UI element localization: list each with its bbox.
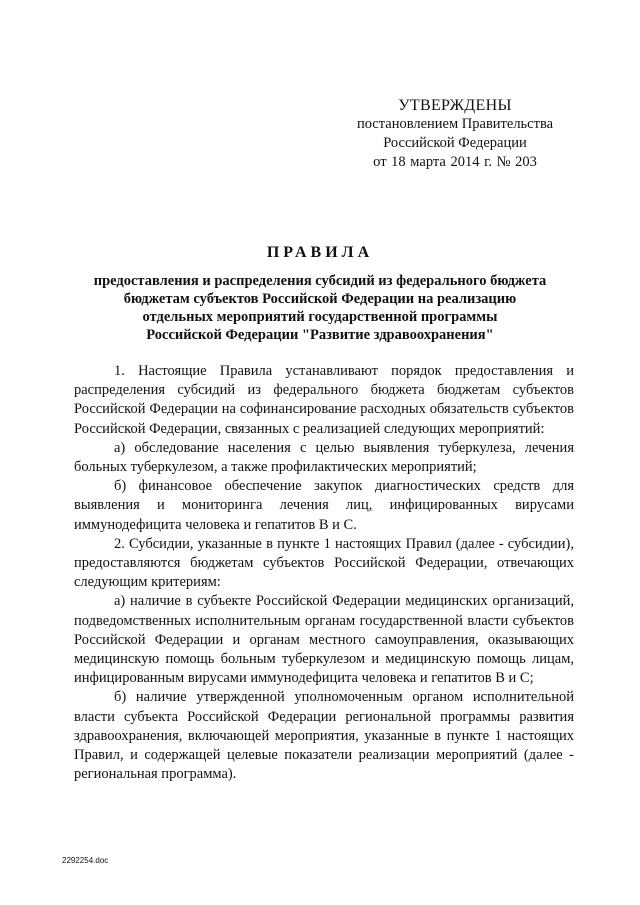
document-title: ПРАВИЛА (266, 244, 374, 261)
approval-heading: УТВЕРЖДЕНЫ (398, 97, 512, 114)
approval-block (340, 97, 570, 172)
subtitle-line-3: отдельных мероприятий государственной программы (142, 309, 498, 325)
paragraph-1a: а) обследование населения с целью выявления туберкулеза, лечения больных туберкулезом, а также профилактических мероприятий; (74, 439, 574, 476)
paragraph-1: 1. Настоящие Правила устанавливают порядок предоставления и распределения субсидий из федерального бюджета бюджетам субъектов Российской Федерации на софинансирование расходных обязательств субъектов Российской Федерации, связанных с реализацией следующих мероприятий: (74, 363, 574, 437)
paragraph-2b: б) наличие утвержденной уполномоченным органом исполнительной власти субъекта Российской Федерации региональной программы развития здравоохранения, включающей мероприятия, указанные в пункте 1 настоящих Правил, и содержащей целевые показатели реализации мероприятий (далее - региональная программа). (74, 689, 574, 783)
paragraph-2: 2. Субсидии, указанные в пункте 1 настоящих Правил (далее - субсидии), предоставляются бюджетам субъектов Российской Федерации, отвечающих следующим критериям: (74, 535, 574, 591)
file-name-footer: 2292254.doc (62, 856, 109, 865)
document-subtitle (70, 272, 570, 344)
subtitle-line-1: предоставления и распределения субсидий из федерального бюджета (93, 273, 547, 289)
subtitle-line-4: Российской Федерации "Развитие здравоохранения" (146, 327, 494, 343)
paragraph-2a: а) наличие в субъекте Российской Федерации медицинских организаций, подведомственных исполнительным органам государственной власти субъектов Российской Федерации и органам местного самоуправления, оказывающих медицинскую помощь больным туберкулезом и медицинскую помощь лицам, инфицированным вирусами иммунодефицита человека и гепатитов В и С; (74, 593, 574, 687)
approval-line-2: Российской Федерации (383, 135, 527, 151)
paragraph-1b: б) финансовое обеспечение закупок диагностических средств для выявления и мониторинга лечения лиц, инфицированных вирусами иммунодефицита человека и гепатитов В и С. (74, 478, 574, 533)
approval-line-1: постановлением Правительства (356, 116, 554, 132)
approval-date: от 18 марта 2014 г. № 203 (373, 154, 537, 170)
subtitle-line-2: бюджетам субъектов Российской Федерации на реализацию (123, 291, 517, 307)
document-body (74, 362, 574, 784)
